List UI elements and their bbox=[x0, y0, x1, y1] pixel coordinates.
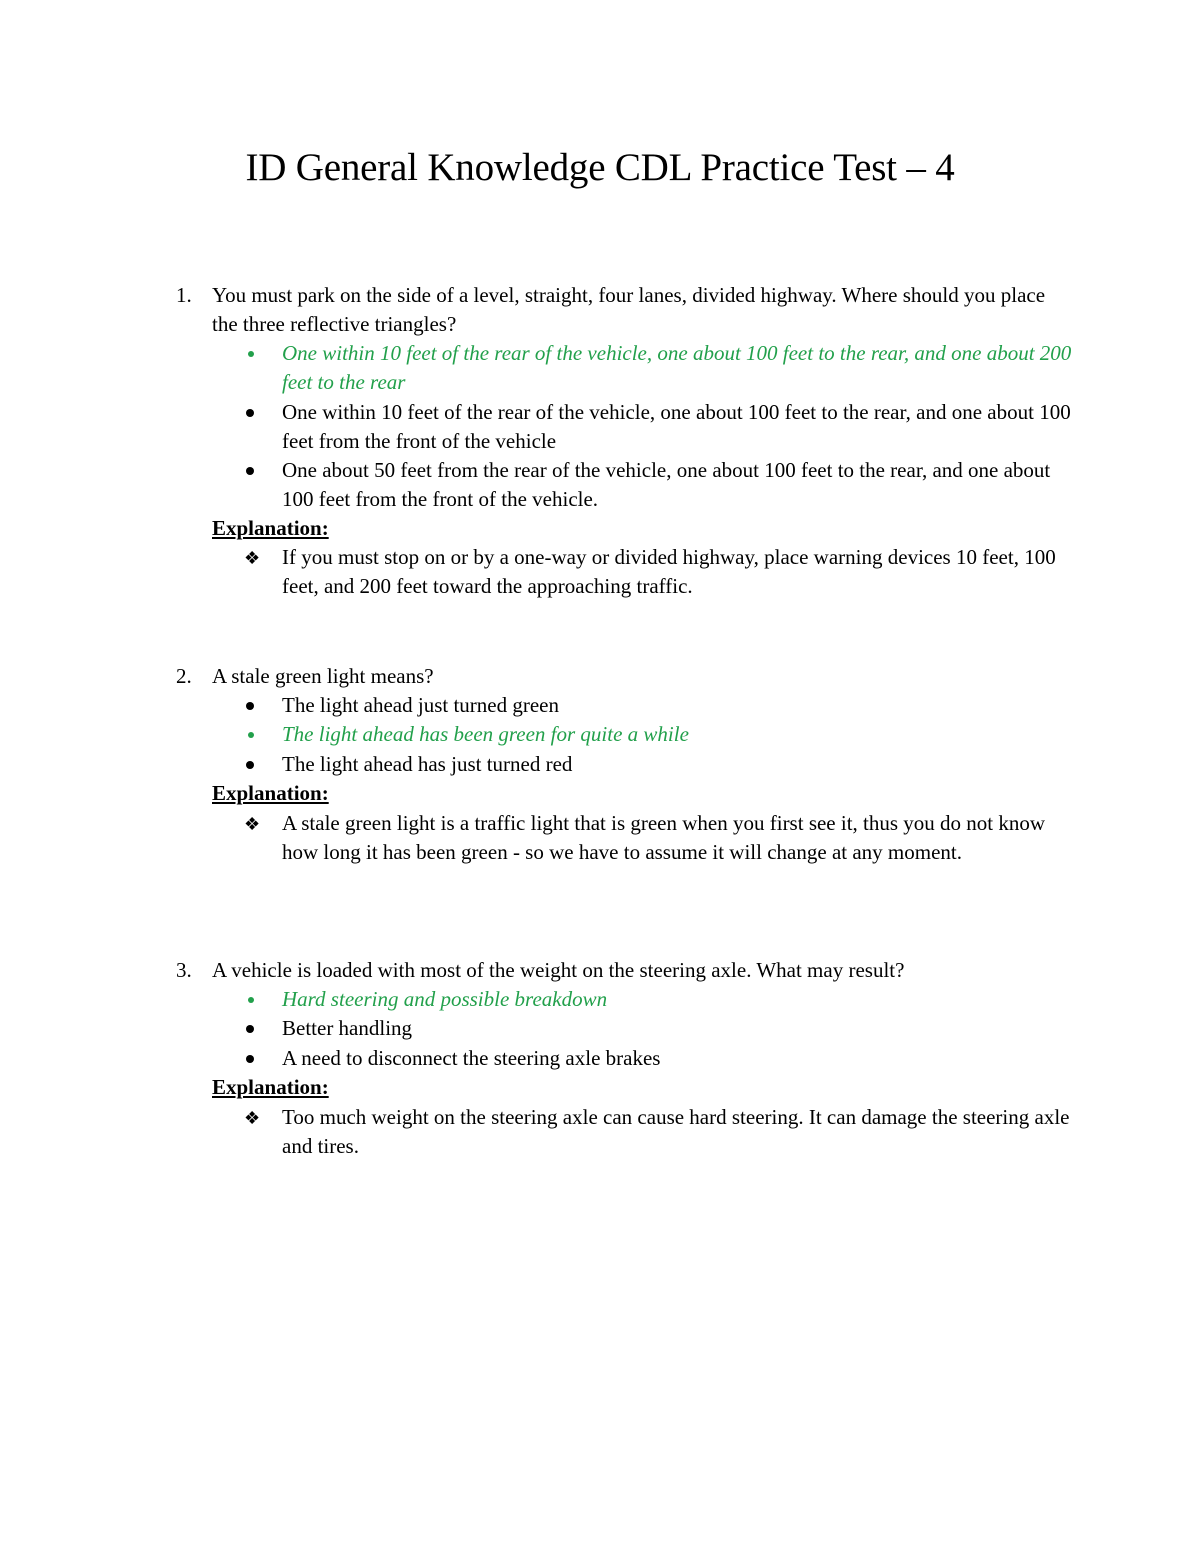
answer-text: The light ahead has just turned red bbox=[282, 751, 573, 776]
explanation-label: Explanation: bbox=[212, 516, 329, 540]
answer-option bbox=[0, 691, 1082, 720]
answer-text: One about 50 feet from the rear of the vehicle, one about 100 feet to the rear, and one about 100 feet from the front of the vehicle. bbox=[282, 458, 1051, 512]
bullet-icon bbox=[246, 1025, 254, 1033]
answer-text: One within 10 feet of the rear of the vehicle, one about 100 feet to the rear, and one about 100 feet from the front of the vehicle bbox=[282, 399, 1071, 453]
question-number: 3. bbox=[176, 958, 192, 982]
answer-text: Better handling bbox=[282, 1016, 413, 1041]
answer-text: A need to disconnect the steering axle brakes bbox=[282, 1045, 661, 1070]
answer-options bbox=[0, 691, 1200, 779]
answer-text: The light ahead has been green for quite a while bbox=[282, 722, 689, 747]
explanation-text: Too much weight on the steering axle can cause hard steering. It can damage the steering axle and tires. bbox=[282, 1105, 1070, 1159]
answer-option bbox=[0, 1044, 1082, 1073]
bullet-icon bbox=[246, 467, 254, 475]
explanation-text: If you must stop on or by a one-way or divided highway, place warning devices 10 feet, 100 feet, and 200 feet toward the approaching traffic. bbox=[282, 545, 1056, 599]
answer-options bbox=[0, 985, 1200, 1073]
bullet-icon bbox=[248, 997, 254, 1003]
answer-text: One within 10 feet of the rear of the vehicle, one about 100 feet to the rear, and one about 200 feet to the rear bbox=[282, 341, 1072, 395]
diamond-bullet-icon: ❖ bbox=[244, 548, 261, 568]
question-text: A vehicle is loaded with most of the weight on the steering axle. What may result? bbox=[212, 958, 905, 982]
answer-option bbox=[0, 1014, 1082, 1043]
question-text: You must park on the side of a level, straight, four lanes, divided highway. Where should you place the three reflective triangles? bbox=[212, 283, 1046, 337]
question-number: 2. bbox=[176, 664, 192, 688]
bullet-icon bbox=[246, 1055, 254, 1063]
answer-option bbox=[0, 456, 1082, 515]
answer-text: Hard steering and possible breakdown bbox=[282, 987, 608, 1011]
answer-option bbox=[0, 398, 1082, 457]
bullet-icon bbox=[248, 351, 254, 357]
answer-option bbox=[0, 750, 1082, 779]
bullet-icon bbox=[246, 761, 254, 769]
answer-options bbox=[0, 339, 1200, 515]
bullet-icon bbox=[248, 732, 254, 738]
bullet-icon bbox=[246, 702, 254, 710]
answer-option-correct bbox=[0, 985, 1082, 1014]
diamond-bullet-icon: ❖ bbox=[244, 1108, 261, 1128]
explanation-label: Explanation: bbox=[212, 1075, 329, 1099]
question-text: A stale green light means? bbox=[212, 664, 434, 688]
bullet-icon bbox=[246, 409, 254, 417]
explanation-label: Explanation: bbox=[212, 781, 329, 805]
answer-option-correct bbox=[0, 720, 1082, 749]
answer-text: The light ahead just turned green bbox=[282, 693, 559, 717]
explanation-text: A stale green light is a traffic light that is green when you first see it, thus you do not know how long it has been green - so we have to assume it will change at any moment. bbox=[282, 811, 1046, 865]
question-number: 1. bbox=[176, 283, 192, 307]
diamond-bullet-icon: ❖ bbox=[244, 814, 261, 834]
page-title: ID General Knowledge CDL Practice Test – 4 bbox=[245, 146, 955, 189]
answer-option-correct bbox=[0, 339, 1082, 398]
